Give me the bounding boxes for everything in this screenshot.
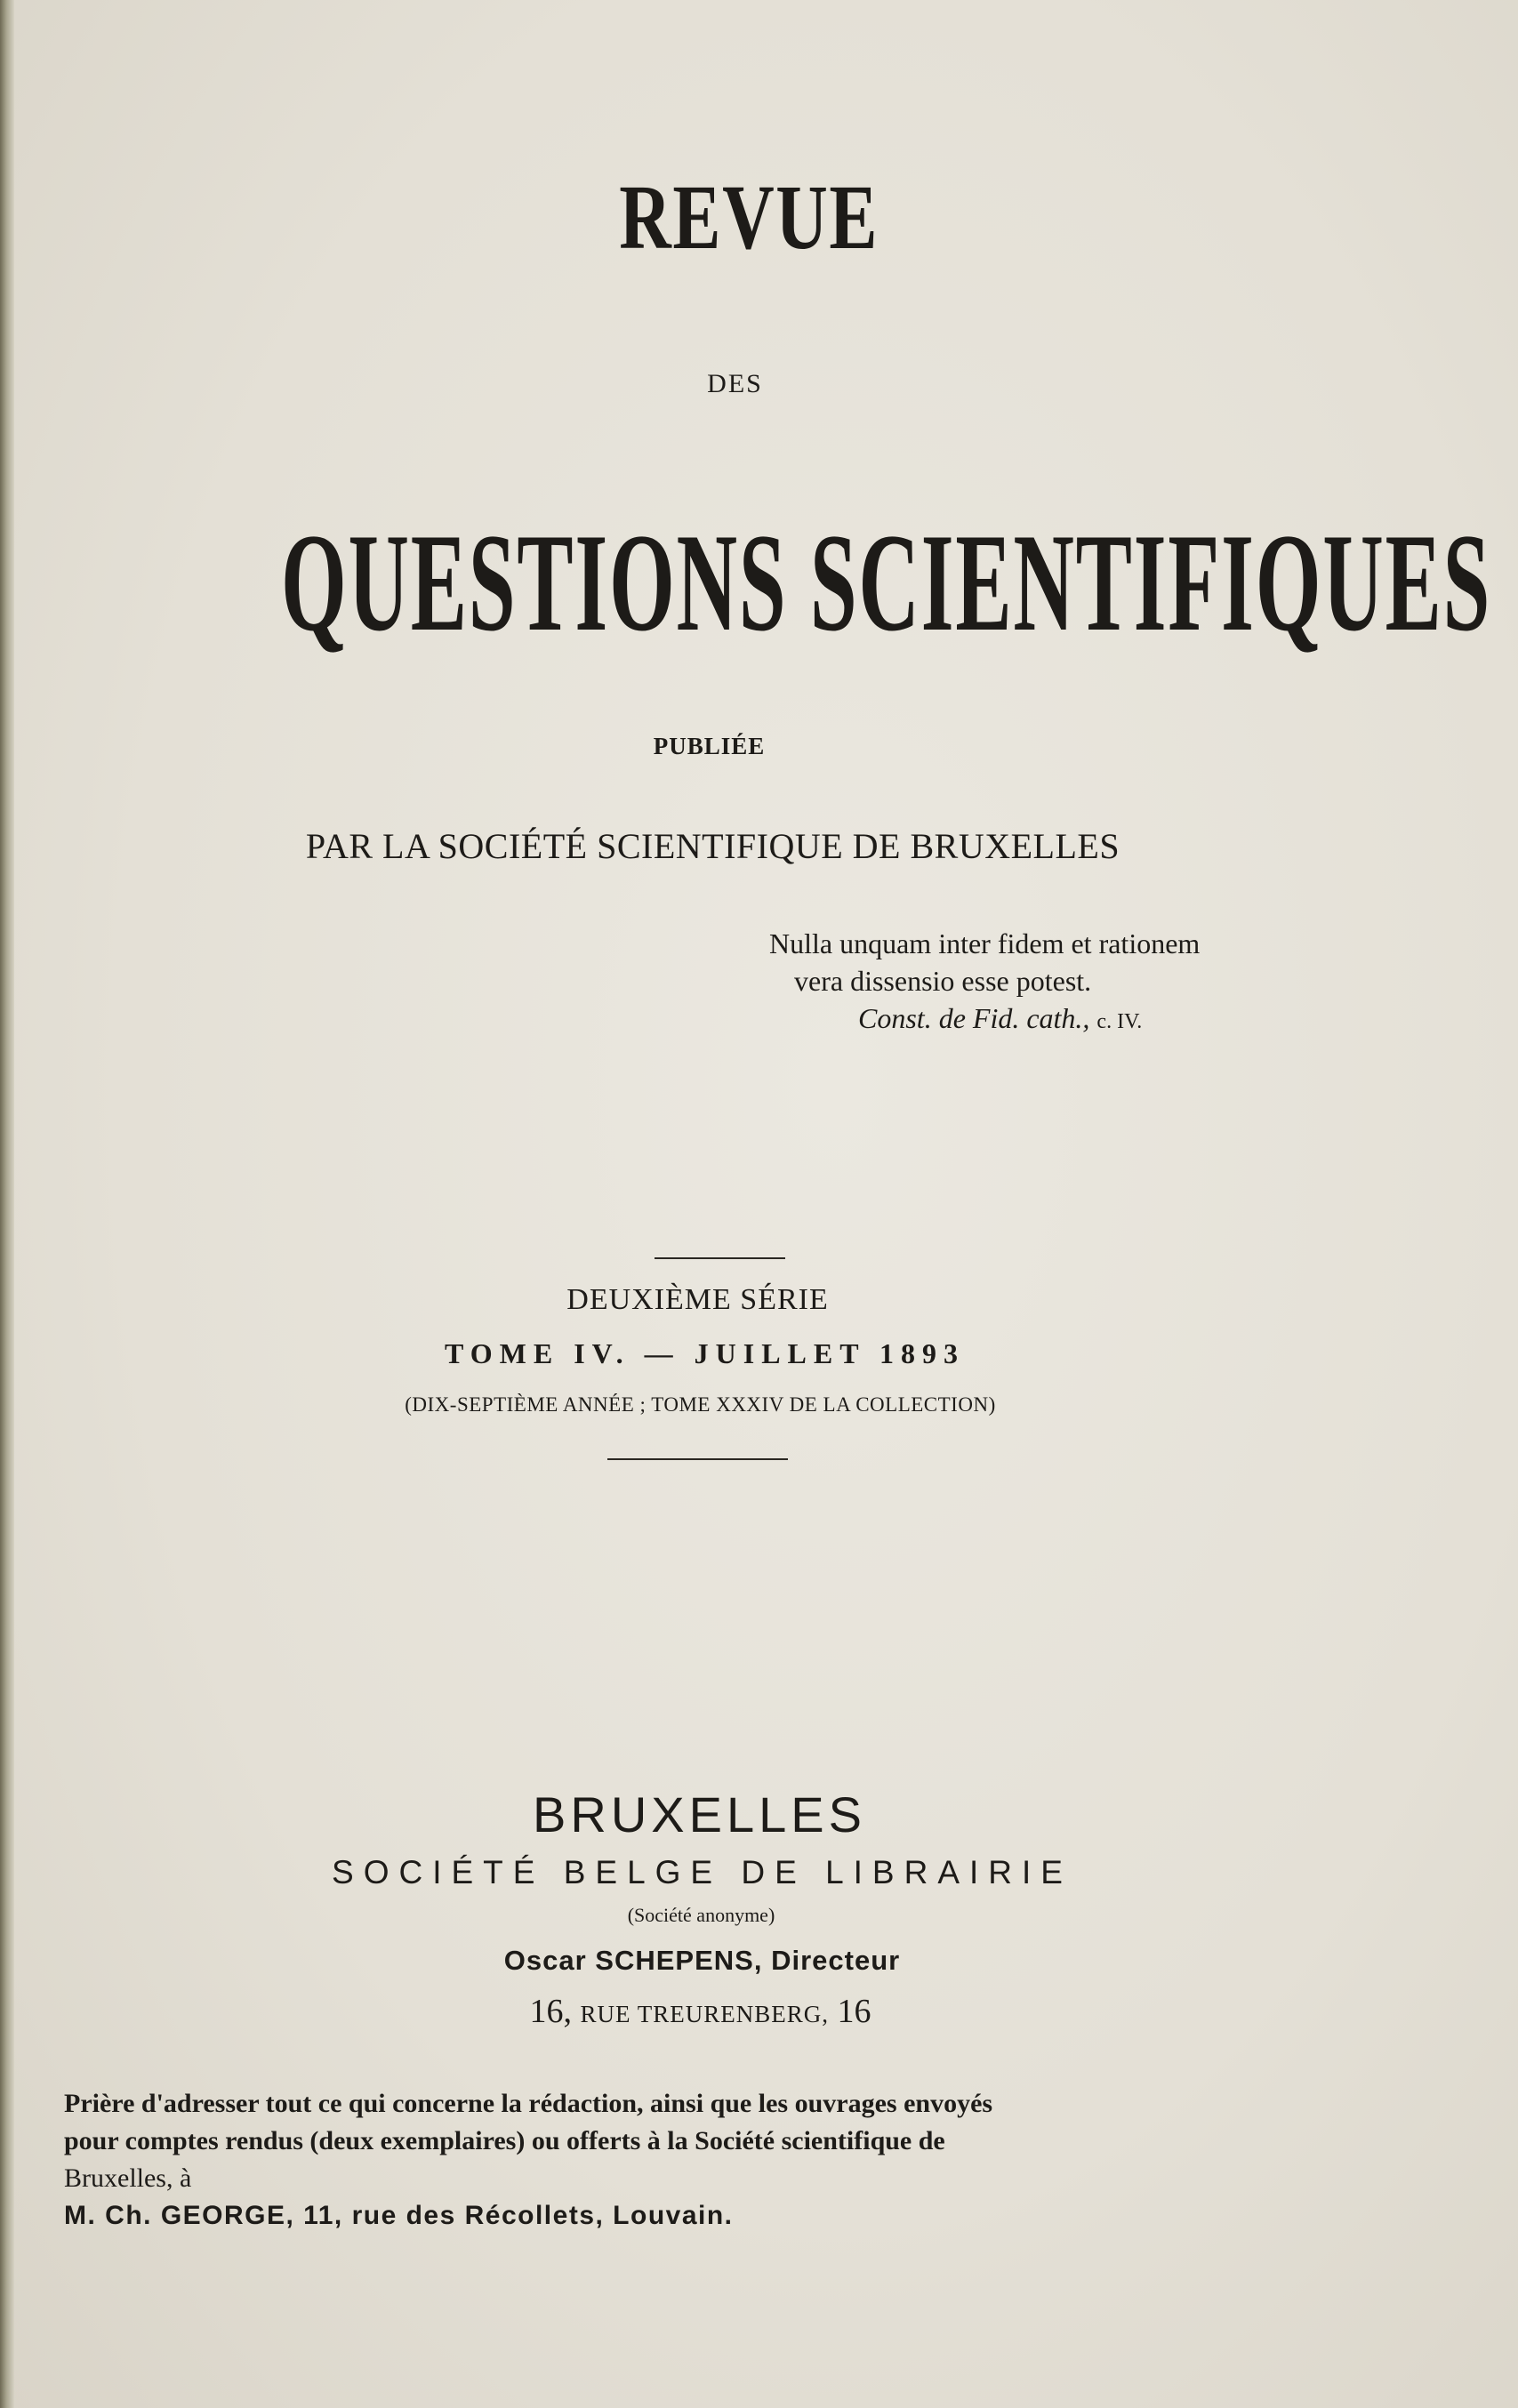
notice-addressee: M. Ch. GEORGE, 11, rue des Récollets, Louvain. — [64, 2201, 734, 2230]
publisher-address — [0, 1992, 1459, 2031]
notice-line-3 — [64, 2160, 1336, 2235]
publishing-society: PAR LA SOCIÉTÉ SCIENTIFIQUE DE BRUXELLES — [305, 826, 1120, 866]
series-label: DEUXIÈME SÉRIE — [566, 1283, 829, 1316]
epigraph — [769, 925, 1200, 1040]
epigraph-line-1: Nulla unquam inter fidem et rationem — [769, 927, 1201, 959]
notice-line-3-start: Bruxelles, à — [64, 2163, 192, 2193]
journal-title-des: DES — [707, 369, 763, 398]
correspondence-notice — [64, 2085, 1336, 2235]
volume-date: TOME IV. — JUILLET 1893 — [445, 1337, 965, 1369]
journal-title-main: QUESTIONS SCIENTIFIQUES — [280, 505, 1492, 661]
divider-bottom — [607, 1458, 788, 1460]
publisher-name: SOCIÉTÉ BELGE DE LIBRAIRIE — [332, 1854, 1072, 1890]
publisher-city: BRUXELLES — [533, 1786, 866, 1842]
address-number-1: 16, — [529, 1993, 572, 2030]
epigraph-line-2: vera dissensio esse potest. — [794, 965, 1092, 997]
epigraph-source-chapter: c. IV. — [1096, 1010, 1143, 1033]
publisher-director: Oscar SCHEPENS, Directeur — [503, 1945, 901, 1976]
epigraph-source — [769, 999, 1200, 1040]
year-collection-note: (DIX-SEPTIÈME ANNÉE ; TOME XXXIV DE LA COLLECTION) — [405, 1393, 996, 1416]
binding-edge — [0, 0, 14, 2408]
publisher-type: (Société anonyme) — [627, 1904, 775, 1926]
notice-line-1: Prière d'adresser tout ce qui concerne la rédaction, ainsi que les ouvrages envoyés — [64, 2089, 993, 2118]
epigraph-source-title: Const. de Fid. cath., — [858, 1002, 1090, 1034]
published-label: PUBLIÉE — [653, 733, 766, 759]
journal-title-revue: REVUE — [619, 166, 879, 269]
divider-top — [655, 1257, 785, 1259]
notice-line-2: pour comptes rendus (deux exemplaires) ou offerts à la Société scientifique de — [64, 2126, 945, 2155]
address-number-2: 16 — [837, 1993, 871, 2030]
address-street: RUE TREURENBERG, — [580, 2001, 829, 2027]
